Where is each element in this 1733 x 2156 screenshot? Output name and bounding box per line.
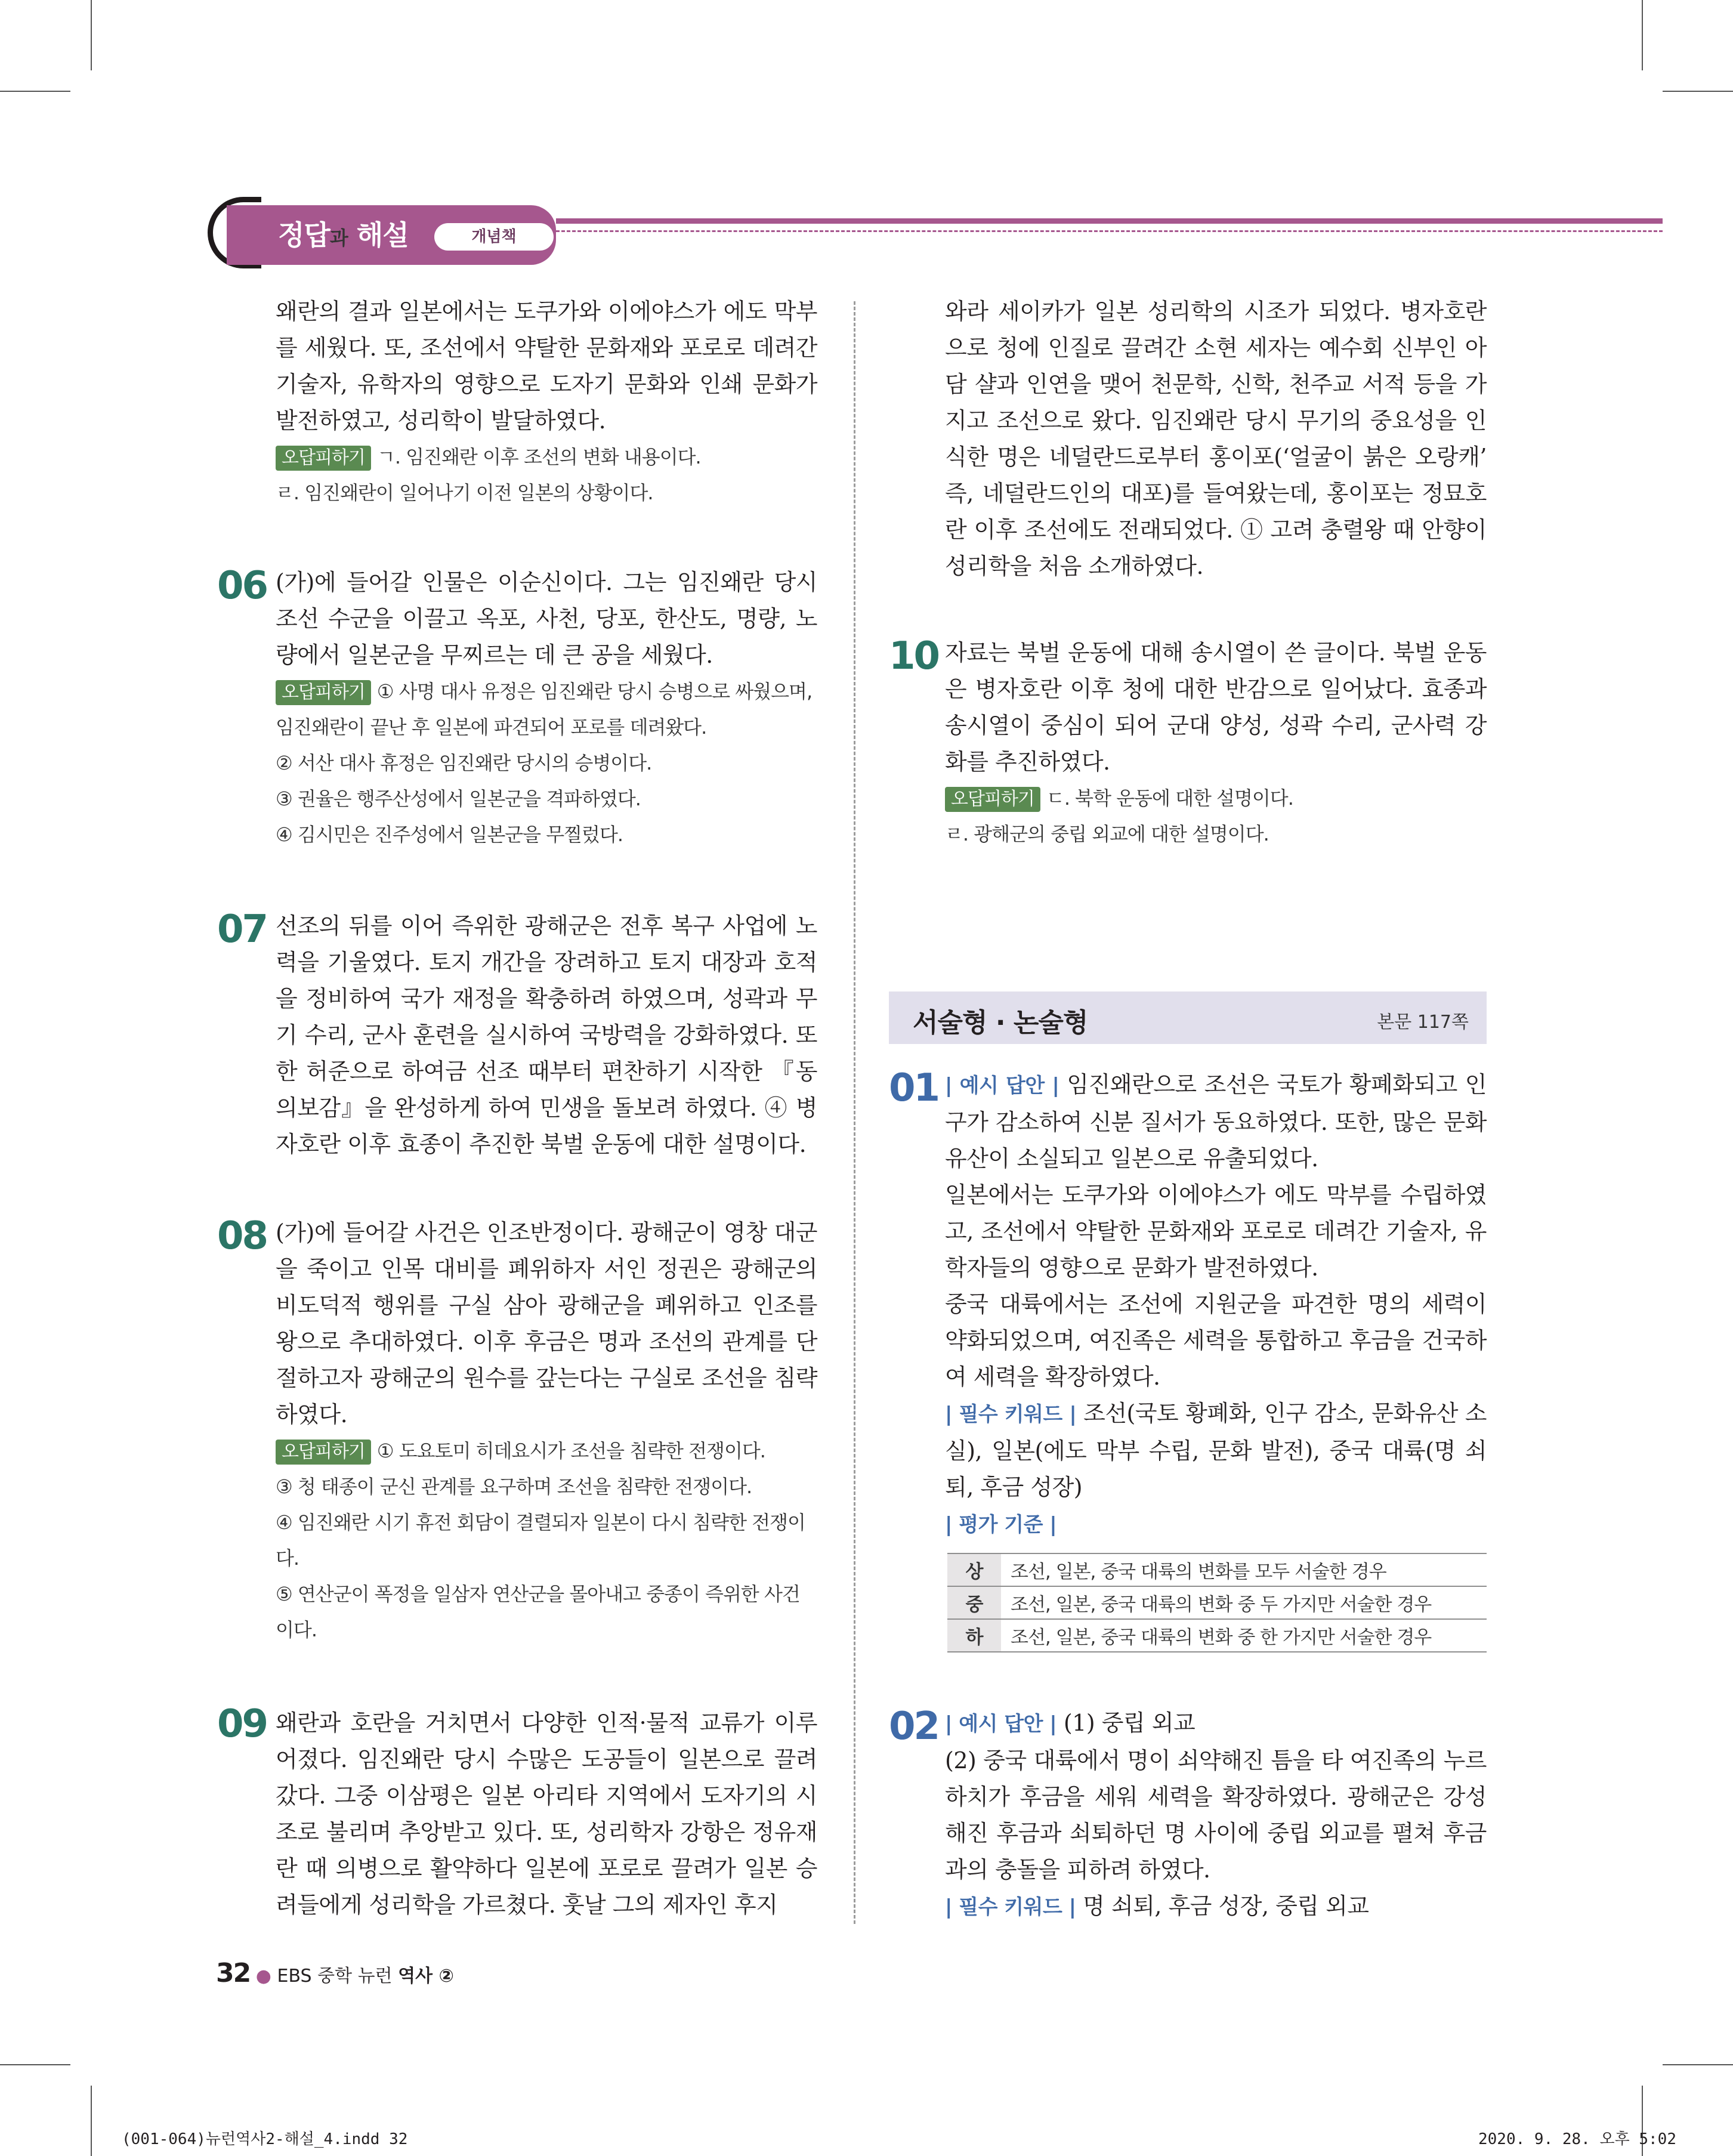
wrong-answer-note: 오답피하기 ㄱ. 임진왜란 이후 조선의 변화 내용이다. bbox=[276, 439, 817, 475]
page-number: 32 bbox=[216, 1958, 251, 1988]
wrong-answer-note: ② 서산 대사 휴정은 임진왜란 당시의 승병이다. bbox=[276, 752, 652, 774]
header-dashed-rule bbox=[556, 230, 1663, 232]
wrong-answer-note: ③ 권율은 행주산성에서 일본군을 격파하였다. bbox=[276, 787, 641, 810]
essay-answer-01 bbox=[945, 1067, 1487, 1543]
keyword-label: | 필수 키워드 | bbox=[945, 1895, 1076, 1919]
answer-06 bbox=[276, 564, 817, 852]
answer-text: 와라 세이카가 일본 성리학의 시조가 되었다. 병자호란으로 청에 인질로 끌려간 소현 세자는 예수회 신부인 아담 샬과 인연을 맺어 천문학, 신학, 천주교 서적 등을 가지고 조선으로 왔다. 임진왜란 당시 무기의 중요성을 인식한 명은 네덜란드로부터 홍이포(‘얼굴이 붉은 오랑캐’ 즉, 네덜란드인의 대포)를 들여왔는데, 홍이포는 정묘호란 이후 조선에도 전래되었다. ① 고려 충렬왕 때 안향이 성리학을 처음 소개하였다. bbox=[945, 298, 1487, 579]
bullet-dot: ● bbox=[255, 1966, 271, 1987]
imprint-date: 2020. 9. 28. 오후 5:02 bbox=[1478, 2130, 1676, 2148]
answer-text: (2) 중국 대륙에서 명이 쇠약해진 틈을 타 여진족의 누르하치가 후금을 세워 세력을 확장하였다. 광해군은 강성해진 후금과 쇠퇴하던 명 사이에 중립 외교를 펼쳐 후금과의 충돌을 피하려 하였다. bbox=[945, 1747, 1487, 1883]
book-type-badge: 개념책 bbox=[434, 223, 554, 251]
answer-09-continued bbox=[945, 294, 1487, 585]
table-row bbox=[947, 1619, 1487, 1652]
criteria-level: 중 bbox=[947, 1586, 1001, 1619]
answer-text: | 예시 답안 | 임진왜란으로 조선은 국토가 황폐화되고 인구가 감소하여 신분 질서가 동요하였다. 또한, 많은 문화유산이 소실되고 일본으로 유출되었다. bbox=[945, 1071, 1487, 1172]
criteria-desc: 조선, 일본, 중국 대륙의 변화 중 한 가지만 서술한 경우 bbox=[1001, 1619, 1487, 1652]
keyword-label: | 필수 키워드 | bbox=[945, 1403, 1077, 1426]
answer-text: (가)에 들어갈 인물은 이순신이다. 그는 임진왜란 당시 조선 수군을 이끌고 옥포, 사천, 당포, 한산도, 명량, 노량에서 일본군을 무찌르는 데 큰 공을 세웠다. bbox=[276, 569, 817, 668]
example-answer-label: | 예시 답안 | bbox=[945, 1712, 1057, 1736]
table-row bbox=[947, 1553, 1487, 1586]
answer-05-continued bbox=[276, 294, 817, 511]
book-subject: 역사 ② bbox=[398, 1966, 454, 1987]
evaluation-criteria-table bbox=[947, 1553, 1487, 1652]
table-row bbox=[947, 1586, 1487, 1619]
crop-mark bbox=[91, 0, 92, 70]
book-name: EBS 중학 뉴런 bbox=[277, 1966, 399, 1987]
question-number: 09 bbox=[217, 1702, 267, 1746]
wrong-answer-note: 오답피하기 ① 도요토미 히데요시가 조선을 침략한 전쟁이다. bbox=[276, 1433, 817, 1469]
question-number: 02 bbox=[889, 1704, 939, 1749]
crop-mark bbox=[0, 2064, 70, 2065]
answer-08 bbox=[276, 1215, 817, 1648]
keyword-text: | 필수 키워드 | 명 쇠퇴, 후금 성장, 중립 외교 bbox=[945, 1893, 1369, 1919]
page-footer bbox=[216, 1958, 454, 1988]
wrong-answer-note: ㄹ. 광해군의 중립 외교에 대한 설명이다. bbox=[945, 823, 1269, 845]
header-rule bbox=[556, 218, 1663, 224]
wrong-answer-note: ③ 청 태종이 군신 관계를 요구하며 조선을 침략한 전쟁이다. bbox=[276, 1475, 752, 1498]
page-section-title: 정답과 해설 bbox=[278, 219, 409, 251]
answer-07 bbox=[276, 908, 817, 1163]
example-answer-label: | 예시 답안 | bbox=[945, 1074, 1059, 1098]
criteria-desc: 조선, 일본, 중국 대륙의 변화 중 두 가지만 서술한 경우 bbox=[1001, 1586, 1487, 1619]
column-divider bbox=[854, 301, 855, 1924]
wrong-answer-note: ④ 임진왜란 시기 휴전 회담이 결렬되자 일본이 다시 침략한 전쟁이다. bbox=[276, 1511, 805, 1570]
essay-answer-02 bbox=[945, 1705, 1487, 1926]
answer-text: 선조의 뒤를 이어 즉위한 광해군은 전후 복구 사업에 노력을 기울였다. 토지 개간을 장려하고 토지 대장과 호적을 정비하여 국가 재정을 확충하려 하였으며, 성곽과 무기 수리, 군사 훈련을 실시하여 국방력을 강화하였다. 또한 허준으로 하여금 선조 때부터 편찬하기 시작한 『동의보감』을 완성하게 하여 민생을 돌보려 하였다. ④ 병자호란 이후 효종이 추진한 북벌 운동에 대한 설명이다. bbox=[276, 913, 817, 1157]
wrong-answer-tag: 오답피하기 bbox=[945, 787, 1040, 812]
answer-text: 왜란과 호란을 거치면서 다양한 인적·물적 교류가 이루어졌다. 임진왜란 당시 수많은 도공들이 일본으로 끌려갔다. 그중 이삼평은 일본 아리타 지역에서 도자기의 시조로 불리며 추앙받고 있다. 또, 성리학자 강항은 정유재란 때 의병으로 활약하다 일본에 포로로 끌려가 일본 승려들에게 성리학을 가르쳤다. 훗날 그의 제자인 후지 bbox=[276, 1710, 817, 1918]
answer-text: | 예시 답안 | (1) 중립 외교 bbox=[945, 1710, 1196, 1736]
criteria-heading bbox=[945, 1506, 1487, 1543]
wrong-answer-note: 오답피하기 ㄷ. 북학 운동에 대한 설명이다. bbox=[945, 780, 1487, 816]
criteria-level: 하 bbox=[947, 1619, 1001, 1652]
criteria-label: | 평가 기준 | bbox=[945, 1513, 1057, 1537]
question-number: 07 bbox=[217, 907, 267, 952]
wrong-answer-note: 오답피하기 ① 사명 대사 유정은 임진왜란 당시 승병으로 싸웠으며, 임진왜란이 끝난 후 일본에 파견되어 포로를 데려왔다. bbox=[276, 680, 813, 739]
crop-mark bbox=[1663, 2064, 1733, 2065]
answer-09 bbox=[276, 1705, 817, 1923]
answer-text: 자료는 북벌 운동에 대해 송시열이 쓴 글이다. 북벌 운동은 병자호란 이후 청에 대한 반감으로 일어났다. 효종과 송시열이 중심이 되어 군대 양성, 성곽 수리, 군사력 강화를 추진하였다. bbox=[945, 640, 1487, 775]
wrong-answer-tag: 오답피하기 bbox=[276, 446, 371, 471]
section-header-bar bbox=[889, 991, 1487, 1044]
wrong-answer-tag: 오답피하기 bbox=[276, 680, 371, 705]
imprint-file: (001-064)뉴런역사2-해설_4.indd 32 bbox=[122, 2130, 408, 2148]
wrong-answer-note: ⑤ 연산군이 폭정을 일삼자 연산군을 몰아내고 중종이 즉위한 사건이다. bbox=[276, 1583, 800, 1641]
section-title: 서술형 · 논술형 bbox=[913, 1008, 1088, 1038]
criteria-desc: 조선, 일본, 중국 대륙의 변화를 모두 서술한 경우 bbox=[1001, 1553, 1487, 1586]
crop-mark bbox=[1663, 91, 1733, 92]
answer-text: 왜란의 결과 일본에서는 도쿠가와 이에야스가 에도 막부를 세웠다. 또, 조선에서 약탈한 문화재와 포로로 데려간 기술자, 유학자의 영향으로 도자기 문화와 인쇄 문화가 발전하였고, 성리학이 발달하였다. bbox=[276, 298, 817, 434]
keyword-text: | 필수 키워드 | 조선(국토 황폐화, 인구 감소, 문화유산 소실), 일본(에도 막부 수립, 문화 발전), 중국 대륙(명 쇠퇴, 후금 성장) bbox=[945, 1400, 1487, 1500]
crop-mark bbox=[91, 2086, 92, 2156]
section-page-ref: 본문 117쪽 bbox=[1377, 1012, 1469, 1033]
answer-text: 일본에서는 도쿠가와 이에야스가 에도 막부를 수립하였고, 조선에서 약탈한 문화재와 포로로 데려간 기술자, 유학자들의 영향으로 문화가 발전하였다. bbox=[945, 1182, 1487, 1281]
answer-10 bbox=[945, 635, 1487, 852]
question-number: 01 bbox=[889, 1066, 939, 1110]
question-number: 06 bbox=[217, 564, 267, 608]
wrong-answer-note: ④ 김시민은 진주성에서 일본군을 무찔렀다. bbox=[276, 823, 623, 846]
question-number: 08 bbox=[217, 1214, 267, 1258]
crop-mark bbox=[1642, 0, 1643, 70]
answer-text: (가)에 들어갈 사건은 인조반정이다. 광해군이 영창 대군을 죽이고 인목 대비를 폐위하자 서인 정권은 광해군의 비도덕적 행위를 구실 삼아 광해군을 폐위하고 인조를 왕으로 추대하였다. 이후 후금은 명과 조선의 관계를 단절하고자 광해군의 원수를 갚는다는 구실로 조선을 침략하였다. bbox=[276, 1219, 817, 1428]
answer-text: 중국 대륙에서는 조선에 지원군을 파견한 명의 세력이 약화되었으며, 여진족은 세력을 통합하고 후금을 건국하여 세력을 확장하였다. bbox=[945, 1291, 1487, 1390]
crop-mark bbox=[0, 91, 70, 92]
question-number: 10 bbox=[889, 634, 939, 678]
wrong-answer-note: ㄹ. 임진왜란이 일어나기 이전 일본의 상황이다. bbox=[276, 481, 653, 504]
criteria-level: 상 bbox=[947, 1553, 1001, 1586]
wrong-answer-tag: 오답피하기 bbox=[276, 1440, 371, 1465]
